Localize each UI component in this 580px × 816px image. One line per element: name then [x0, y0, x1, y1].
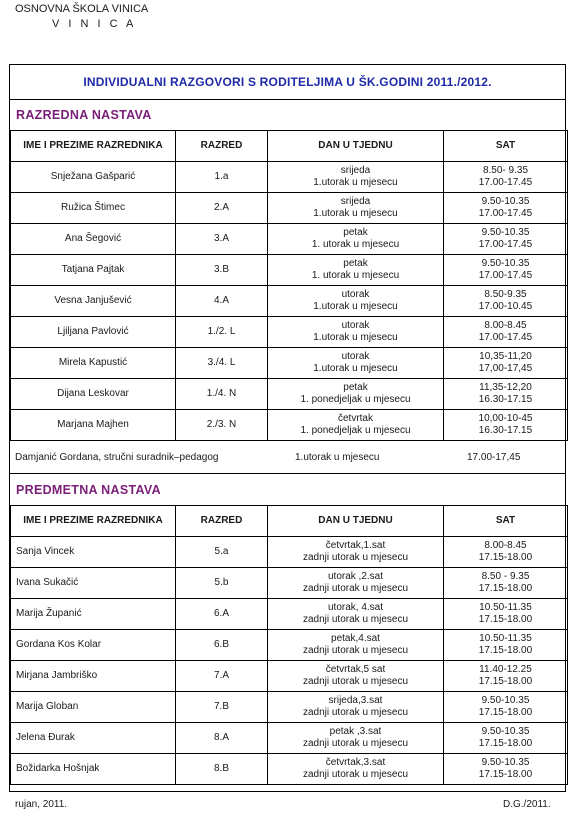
- footer-signature: D.G./2011.: [503, 799, 551, 810]
- day-cell: [268, 754, 444, 785]
- time-line: 8.00-8.45: [484, 319, 527, 331]
- time-line: 9.50-10.35: [481, 725, 530, 737]
- day-cell: [268, 193, 444, 224]
- class-cell: 5.b: [176, 568, 268, 599]
- day-line: utorak: [341, 350, 370, 362]
- predmetna-table: [10, 505, 568, 785]
- table-row: [11, 599, 568, 630]
- time-cell: [444, 379, 568, 410]
- time-line: 10.50-11.35: [479, 632, 532, 644]
- time-line: 11,35-12,20: [479, 381, 532, 393]
- class-cell: 3.B: [176, 255, 268, 286]
- razredna-table: [10, 130, 568, 441]
- day-line: zadnji utorak u mjesecu: [302, 676, 409, 687]
- class-cell: 6.B: [176, 630, 268, 661]
- time-line: 9.50-10.35: [481, 694, 530, 706]
- day-line: 1. ponedjeljak u mjesecu: [300, 394, 411, 405]
- day-line: utorak, 4.sat: [327, 601, 384, 613]
- teacher-name-cell: Dijana Leskovar: [11, 379, 176, 410]
- time-line: 9.50-10.35: [481, 756, 530, 768]
- column-header-class: RAZRED: [176, 506, 268, 537]
- day-line: 1.utorak u mjesecu: [313, 208, 398, 219]
- teacher-name-cell: Ružica Štimec: [11, 193, 176, 224]
- class-cell: 3./4. L: [176, 348, 268, 379]
- day-line: 1.utorak u mjesecu: [313, 332, 398, 343]
- day-cell: [268, 630, 444, 661]
- table-row: [11, 630, 568, 661]
- section-heading-predmetna: PREDMETNA NASTAVA: [16, 482, 161, 497]
- school-city: V I N I C A: [52, 18, 137, 30]
- day-line: 1. utorak u mjesecu: [311, 239, 400, 250]
- pedagog-name: Damjanić Gordana, stručni suradnik–pedagog: [15, 452, 219, 463]
- day-line: zadnji utorak u mjesecu: [302, 583, 409, 594]
- class-cell: 5.a: [176, 537, 268, 568]
- table-row: [11, 255, 568, 286]
- day-line: zadnji utorak u mjesecu: [302, 769, 409, 780]
- table-row: [11, 537, 568, 568]
- day-cell: [268, 410, 444, 441]
- pedagog-time: 17.00-17,45: [467, 452, 521, 463]
- table-row: [11, 379, 568, 410]
- day-cell: [268, 599, 444, 630]
- day-line: srijeda,3.sat: [328, 694, 383, 706]
- day-line: utorak ,2.sat: [327, 570, 384, 582]
- time-line: 17.00-17.45: [478, 270, 533, 281]
- day-line: srijeda: [340, 195, 371, 207]
- section-heading-razredna: RAZREDNA NASTAVA: [16, 107, 152, 122]
- table-row: [11, 348, 568, 379]
- time-line: 17.15-18.00: [478, 769, 533, 780]
- day-line: petak: [343, 381, 368, 393]
- time-cell: [444, 224, 568, 255]
- pedagog-day: 1.utorak u mjesecu: [295, 452, 380, 463]
- class-cell: 1./4. N: [176, 379, 268, 410]
- time-line: 17.15-18.00: [478, 614, 533, 625]
- table-row: [11, 661, 568, 692]
- day-cell: [268, 255, 444, 286]
- time-cell: [444, 599, 568, 630]
- time-cell: [444, 630, 568, 661]
- school-name: OSNOVNA ŠKOLA VINICA: [15, 3, 149, 15]
- day-cell: [268, 692, 444, 723]
- time-line: 17.15-18.00: [478, 645, 533, 656]
- time-line: 17.00-10.45: [478, 301, 533, 312]
- teacher-name-cell: Vesna Janjušević: [11, 286, 176, 317]
- column-header-day: DAN U TJEDNU: [268, 506, 444, 537]
- time-cell: [444, 661, 568, 692]
- day-line: 1.utorak u mjesecu: [313, 177, 398, 188]
- day-cell: [268, 224, 444, 255]
- class-cell: 7.A: [176, 661, 268, 692]
- time-line: 17.00-17.45: [478, 239, 533, 250]
- time-cell: [444, 568, 568, 599]
- time-cell: [444, 317, 568, 348]
- teacher-name-cell: Marija Županić: [11, 599, 176, 630]
- column-header-day: DAN U TJEDNU: [268, 131, 444, 162]
- time-cell: [444, 193, 568, 224]
- pedagog-row: [10, 443, 565, 474]
- table-header-row: [11, 506, 568, 537]
- day-line: zadnji utorak u mjesecu: [302, 614, 409, 625]
- day-line: zadnji utorak u mjesecu: [302, 552, 409, 563]
- day-line: zadnji utorak u mjesecu: [302, 645, 409, 656]
- teacher-name-cell: Mirela Kapustić: [11, 348, 176, 379]
- time-line: 10.50-11.35: [479, 601, 532, 613]
- time-line: 9.50-10.35: [481, 257, 530, 269]
- table-row: [11, 193, 568, 224]
- day-line: 1.utorak u mjesecu: [313, 363, 398, 374]
- teacher-name-cell: Ana Šegović: [11, 224, 176, 255]
- school-header: [15, 3, 148, 31]
- teacher-name-cell: Sanja Vincek: [11, 537, 176, 568]
- time-line: 17.15-18.00: [478, 738, 533, 749]
- class-cell: 2./3. N: [176, 410, 268, 441]
- teacher-name-cell: Gordana Kos Kolar: [11, 630, 176, 661]
- time-cell: [444, 723, 568, 754]
- teacher-name-cell: Tatjana Pajtak: [11, 255, 176, 286]
- time-line: 17.15-18.00: [478, 583, 533, 594]
- teacher-name-cell: Ljiljana Pavlović: [11, 317, 176, 348]
- column-header-class: RAZRED: [176, 131, 268, 162]
- time-cell: [444, 754, 568, 785]
- time-line: 10,00-10-45: [478, 412, 533, 424]
- time-line: 17.15-18.00: [478, 676, 533, 687]
- class-cell: 4.A: [176, 286, 268, 317]
- time-cell: [444, 348, 568, 379]
- day-line: petak: [343, 257, 368, 269]
- schedule-frame: [9, 64, 566, 792]
- day-line: četvrtak,3.sat: [325, 756, 386, 768]
- day-cell: [268, 723, 444, 754]
- class-cell: 7.B: [176, 692, 268, 723]
- table-row: [11, 568, 568, 599]
- day-line: petak: [343, 226, 368, 238]
- class-cell: 8.A: [176, 723, 268, 754]
- time-line: 8.50 - 9.35: [481, 570, 530, 582]
- time-line: 16.30-17.15: [478, 425, 533, 436]
- class-cell: 3.A: [176, 224, 268, 255]
- teacher-name-cell: Marjana Majhen: [11, 410, 176, 441]
- time-cell: [444, 255, 568, 286]
- day-cell: [268, 379, 444, 410]
- time-cell: [444, 162, 568, 193]
- class-cell: 1./2. L: [176, 317, 268, 348]
- column-header-name: IME I PREZIME RAZREDNIKA: [11, 506, 176, 537]
- day-line: utorak: [341, 319, 370, 331]
- time-line: 17.00-17.45: [478, 177, 533, 188]
- day-line: četvrtak,1.sat: [325, 539, 386, 551]
- time-line: 11.40-12.25: [479, 663, 532, 675]
- day-line: četvrtak: [337, 412, 373, 424]
- day-line: zadnji utorak u mjesecu: [302, 738, 409, 749]
- class-cell: 2.A: [176, 193, 268, 224]
- time-line: 17.00-17.45: [478, 332, 533, 343]
- table-row: [11, 224, 568, 255]
- table-row: [11, 317, 568, 348]
- table-row: [11, 723, 568, 754]
- day-line: 1. ponedjeljak u mjesecu: [300, 425, 411, 436]
- time-cell: [444, 537, 568, 568]
- teacher-name-cell: Marija Globan: [11, 692, 176, 723]
- document-title: INDIVIDUALNI RAZGOVORI S RODITELJIMA U ŠK.GODINI 2011./2012.: [10, 65, 565, 100]
- day-line: utorak: [341, 288, 370, 300]
- time-line: 17,00-17,45: [478, 363, 533, 374]
- day-line: zadnji utorak u mjesecu: [302, 707, 409, 718]
- day-cell: [268, 568, 444, 599]
- day-cell: [268, 162, 444, 193]
- class-cell: 8.B: [176, 754, 268, 785]
- teacher-name-cell: Božidarka Hošnjak: [11, 754, 176, 785]
- time-line: 17.00-17.45: [478, 208, 533, 219]
- time-line: 8.50- 9.35: [482, 164, 529, 176]
- day-line: srijeda: [340, 164, 371, 176]
- table-header-row: [11, 131, 568, 162]
- day-cell: [268, 348, 444, 379]
- footer-date: rujan, 2011.: [15, 799, 68, 810]
- time-line: 17.15-18.00: [478, 707, 533, 718]
- table-row: [11, 692, 568, 723]
- table-row: [11, 754, 568, 785]
- column-header-time: SAT: [444, 131, 568, 162]
- time-line: 9.50-10.35: [481, 195, 530, 207]
- teacher-name-cell: Ivana Sukačić: [11, 568, 176, 599]
- day-line: 1. utorak u mjesecu: [311, 270, 400, 281]
- time-line: 17.15-18.00: [478, 552, 533, 563]
- time-line: 9.50-10.35: [481, 226, 530, 238]
- column-header-time: SAT: [444, 506, 568, 537]
- time-line: 10,35-11,20: [479, 350, 532, 362]
- day-cell: [268, 537, 444, 568]
- day-cell: [268, 317, 444, 348]
- column-header-name: IME I PREZIME RAZREDNIKA: [11, 131, 176, 162]
- table-row: [11, 286, 568, 317]
- class-cell: 6.A: [176, 599, 268, 630]
- time-line: 16.30-17.15: [478, 394, 533, 405]
- day-line: petak,4.sat: [331, 632, 380, 644]
- teacher-name-cell: Jelena Đurak: [11, 723, 176, 754]
- day-cell: [268, 661, 444, 692]
- day-line: petak ,3.sat: [329, 725, 382, 737]
- day-line: četvrtak,5 sat: [325, 663, 386, 675]
- time-line: 8.50-9.35: [484, 288, 527, 300]
- teacher-name-cell: Mirjana Jambriško: [11, 661, 176, 692]
- teacher-name-cell: Snježana Gašparić: [11, 162, 176, 193]
- class-cell: 1.a: [176, 162, 268, 193]
- time-cell: [444, 410, 568, 441]
- time-line: 8.00-8.45: [484, 539, 527, 551]
- day-cell: [268, 286, 444, 317]
- time-cell: [444, 286, 568, 317]
- time-cell: [444, 692, 568, 723]
- day-line: 1.utorak u mjesecu: [313, 301, 398, 312]
- table-row: [11, 162, 568, 193]
- table-row: [11, 410, 568, 441]
